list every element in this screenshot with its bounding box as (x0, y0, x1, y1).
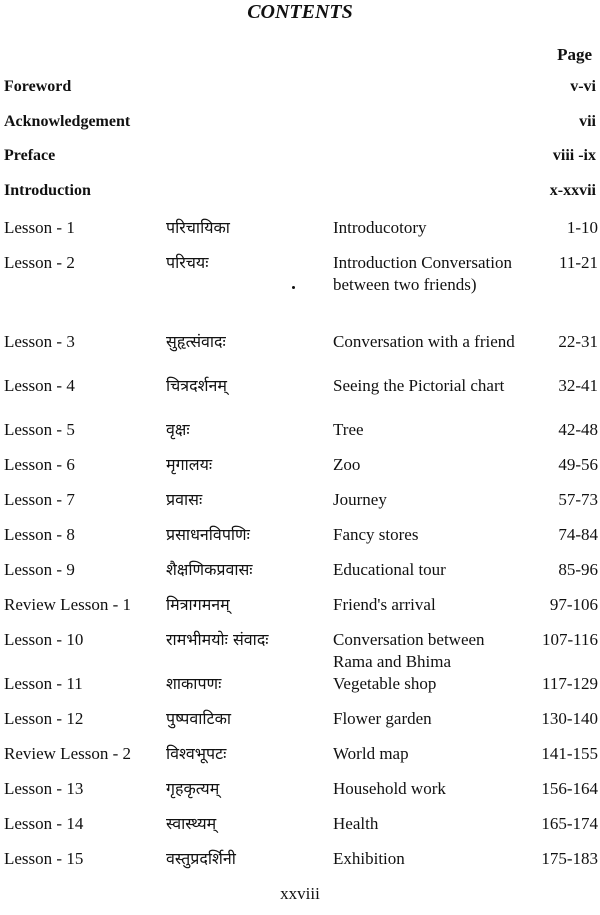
lesson-sanskrit-title: शैक्षणिकप्रवासः (166, 560, 253, 579)
lesson-pages: 49-56 (558, 455, 598, 474)
lesson-number: Lesson - 3 (4, 332, 75, 351)
lesson-row (0, 702, 600, 737)
lesson-sanskrit-title: रामभीमयोः संवादः (166, 630, 269, 649)
lesson-number: Review Lesson - 2 (4, 744, 132, 763)
lesson-number: Lesson - 9 (4, 560, 75, 579)
lesson-number: Lesson - 15 (4, 849, 84, 868)
lesson-row (0, 842, 600, 877)
page-column-heading: Page (557, 45, 592, 64)
lesson-number: Lesson - 5 (4, 420, 75, 439)
lesson-number: Lesson - 1 (4, 218, 75, 237)
lesson-number: Lesson - 12 (4, 709, 84, 728)
front-matter-row (4, 182, 596, 204)
lesson-pages: 117-129 (541, 674, 598, 693)
lesson-english-title: Conversation with a friend (333, 332, 515, 351)
lesson-english-title: Fancy stores (333, 525, 419, 544)
lesson-number: Lesson - 13 (4, 779, 84, 798)
lesson-pages: 85-96 (558, 560, 598, 579)
lesson-pages: 11-21 (558, 253, 598, 272)
front-matter-row (4, 113, 596, 135)
lesson-english-title: Vegetable shop (333, 674, 437, 693)
front-matter-label: Preface (4, 147, 56, 164)
lesson-sanskrit-title: वस्तुप्रदर्शिनी (166, 849, 236, 868)
lesson-number: Lesson - 7 (4, 490, 75, 509)
lesson-row (0, 667, 600, 702)
front-matter-pages: x-xxvii (549, 182, 596, 199)
lesson-pages: 57-73 (558, 490, 598, 509)
lesson-english-title: Health (333, 814, 379, 833)
lesson-pages: 1-10 (566, 218, 598, 237)
lesson-english-title: Exhibition (333, 849, 405, 868)
lesson-row (0, 413, 600, 448)
lesson-row (0, 518, 600, 553)
lesson-row (0, 588, 600, 623)
lesson-pages: 165-174 (541, 814, 598, 833)
lesson-pages: 107-116 (541, 630, 598, 649)
lesson-english-title: Friend's arrival (333, 595, 436, 614)
page-title: CONTENTS (247, 1, 353, 23)
lesson-sanskrit-title: सुहृत्संवादः (166, 332, 226, 351)
lesson-row (0, 369, 600, 413)
front-matter-pages: v-vi (570, 78, 596, 95)
lesson-sanskrit-title: गृहकृत्यम् (166, 779, 220, 798)
lesson-sanskrit-title: मित्रागमनम् (166, 595, 230, 614)
lesson-english-title: Conversation between Rama and Bhima (333, 630, 485, 671)
lesson-pages: 97-106 (549, 595, 598, 614)
lesson-row (0, 623, 600, 671)
lesson-row (0, 325, 600, 369)
lesson-pages: 74-84 (558, 525, 598, 544)
lesson-pages: 22-31 (558, 332, 598, 351)
lesson-row (0, 483, 600, 518)
lesson-sanskrit-title: परिचायिका (166, 218, 230, 237)
lesson-sanskrit-title: परिचयः (166, 253, 209, 272)
lesson-number: Lesson - 6 (4, 455, 75, 474)
lesson-english-title: Educational tour (333, 560, 446, 579)
front-matter-label: Introduction (4, 182, 91, 199)
lesson-number: Lesson - 4 (4, 376, 75, 395)
lesson-sanskrit-title: प्रसाधनविपणिः (166, 525, 250, 544)
lesson-number: Lesson - 8 (4, 525, 75, 544)
lesson-english-title: Introduction Conversation between two friends) (333, 253, 512, 294)
lesson-row (0, 737, 600, 772)
lesson-english-title: Zoo (333, 455, 361, 474)
footer-page-number: xxviii (280, 884, 320, 903)
lesson-number: Lesson - 14 (4, 814, 84, 833)
lesson-english-title: Journey (333, 490, 387, 509)
lesson-english-title: World map (333, 744, 409, 763)
lesson-row (0, 211, 600, 246)
lesson-pages: 141-155 (541, 744, 598, 763)
lesson-sanskrit-title: पुष्पवाटिका (166, 709, 232, 728)
lesson-sanskrit-title: शाकापणः (166, 674, 222, 693)
lesson-sanskrit-title: प्रवासः (166, 490, 203, 509)
lesson-pages: 130-140 (541, 709, 598, 728)
lesson-pages: 175-183 (541, 849, 598, 868)
stray-dot (292, 286, 295, 289)
front-matter-label: Foreword (4, 78, 72, 95)
lesson-sanskrit-title: स्वास्थ्यम् (166, 814, 217, 833)
lesson-english-title: Introducotory (333, 218, 427, 237)
lesson-row (0, 553, 600, 588)
front-matter-pages: vii (579, 113, 596, 130)
lesson-english-title: Tree (333, 420, 364, 439)
lesson-number: Review Lesson - 1 (4, 595, 132, 614)
lesson-english-title: Seeing the Pictorial chart (333, 376, 505, 395)
lesson-number: Lesson - 10 (4, 630, 84, 649)
lesson-pages: 42-48 (558, 420, 598, 439)
lesson-english-title: Flower garden (333, 709, 432, 728)
lesson-table (0, 211, 600, 877)
lesson-row (0, 448, 600, 483)
lesson-sanskrit-title: वृक्षः (166, 420, 190, 439)
lesson-sanskrit-title: चित्रदर्शनम् (166, 376, 227, 395)
lesson-sanskrit-title: मृगालयः (166, 455, 213, 474)
lesson-row (0, 807, 600, 842)
lesson-row (0, 772, 600, 807)
front-matter-row (4, 147, 596, 169)
lesson-number: Lesson - 2 (4, 253, 75, 272)
lesson-pages: 32-41 (558, 376, 598, 395)
lesson-number: Lesson - 11 (4, 674, 83, 693)
lesson-sanskrit-title: विश्वभूपटः (166, 744, 227, 763)
front-matter-row (4, 78, 596, 100)
lesson-pages: 156-164 (541, 779, 598, 798)
lesson-row (0, 246, 600, 325)
front-matter-pages: viii -ix (552, 147, 596, 164)
lesson-english-title: Household work (333, 779, 446, 798)
front-matter-label: Acknowledgement (4, 113, 131, 130)
